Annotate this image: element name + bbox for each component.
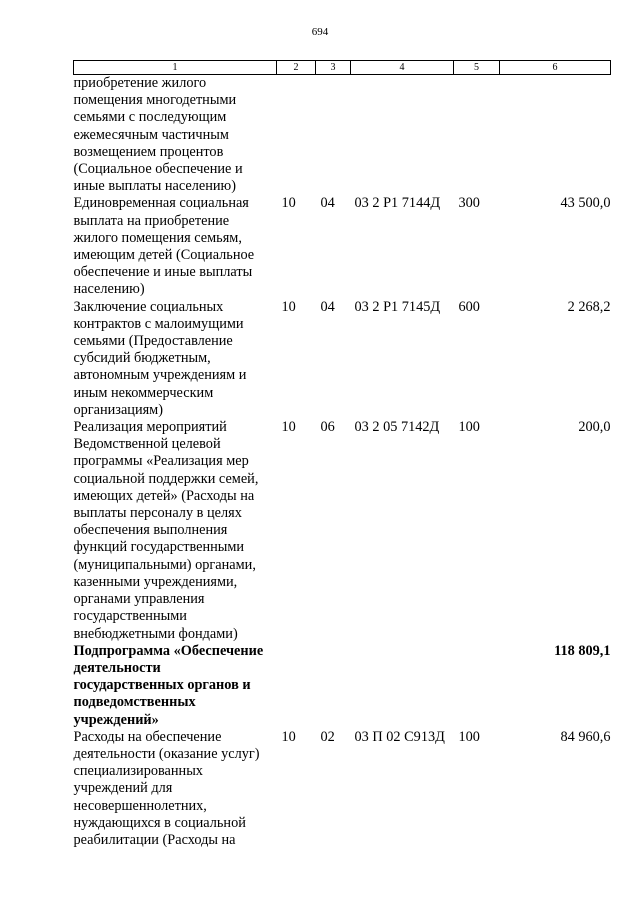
- column-number-2: 2: [277, 61, 316, 75]
- subsection-code: 04: [320, 298, 335, 315]
- table-row: [74, 729, 611, 849]
- table-row: [74, 75, 611, 196]
- amount: 200,0: [578, 419, 611, 436]
- target-article-code: [351, 643, 454, 729]
- column-number-4: 4: [351, 61, 454, 75]
- expense-name: Расходы на обеспечение деятельности (оказание услуг) специализированных учреждений для несовершеннолетних, нуждающихся в социальной реабилитации (Расходы на: [73, 728, 260, 848]
- section-code: 10: [281, 195, 296, 212]
- expense-type-code: 100: [458, 728, 480, 745]
- expense-type-code: [454, 75, 500, 196]
- expense-type-code: 300: [458, 195, 480, 212]
- expense-name: приобретение жилого помещения многодетными семьями с последующим ежемесячным частичным возмещением процентов (Социальное обеспечение и иные выплаты населению): [73, 75, 243, 195]
- expense-name: Реализация мероприятий Ведомственной целевой программы «Реализация мер социальной поддержки семей, имеющих детей» (Расходы на выплаты персоналу в целях обеспечения выполнения функций государственными (муниципальными) органами, казенными учреждениями, органами управления государственными внебюджетными фондами): [73, 419, 259, 642]
- subsection-code: 04: [320, 195, 335, 212]
- section-code: 10: [281, 298, 296, 315]
- expense-name: Подпрограмма «Обеспечение деятельности государственных органов и подведомственных учреждений»: [73, 642, 264, 728]
- column-number-1: 1: [74, 61, 277, 75]
- target-article-code: 03 2 P1 7145Д: [354, 298, 441, 315]
- expense-type-code: [454, 643, 500, 729]
- target-article-code: 03 П 02 С913Д: [354, 728, 445, 745]
- column-number-6: 6: [500, 61, 611, 75]
- page-number: 694: [311, 26, 329, 38]
- amount: 43 500,0: [560, 195, 611, 212]
- table-header: [74, 61, 611, 75]
- subsection-code: 06: [320, 419, 335, 436]
- section-code: 10: [281, 419, 296, 436]
- expense-name: Единовременная социальная выплата на приобретение жилого помещения семьям, имеющим детей (Социальное обеспечение и иные выплаты населению): [73, 195, 255, 298]
- column-number-5: 5: [454, 61, 500, 75]
- amount: [500, 75, 611, 196]
- column-number-3: 3: [316, 61, 351, 75]
- table-row: [74, 419, 611, 643]
- amount: 118 809,1: [554, 642, 611, 659]
- subsection-code: [316, 75, 351, 196]
- expense-name: Заключение социальных контрактов с малоимущими семьями (Предоставление субсидий бюджетным, автономным учреждениям и иным некоммерческим организациям): [73, 298, 247, 418]
- target-article-code: [351, 75, 454, 196]
- amount: 2 268,2: [567, 298, 611, 315]
- subsection-code: 02: [320, 728, 335, 745]
- table-body: [74, 75, 611, 850]
- section-code: 10: [281, 728, 296, 745]
- subsection-code: [316, 643, 351, 729]
- target-article-code: 03 2 05 7142Д: [354, 419, 440, 436]
- expense-type-code: 100: [458, 419, 480, 436]
- expense-type-code: 600: [458, 298, 480, 315]
- budget-table: [73, 60, 611, 849]
- table-row: [74, 195, 611, 298]
- table-row-subprogram: [74, 643, 611, 729]
- section-code: [277, 75, 316, 196]
- amount: 84 960,6: [560, 728, 611, 745]
- target-article-code: 03 2 P1 7144Д: [354, 195, 441, 212]
- section-code: [277, 643, 316, 729]
- table-row: [74, 299, 611, 419]
